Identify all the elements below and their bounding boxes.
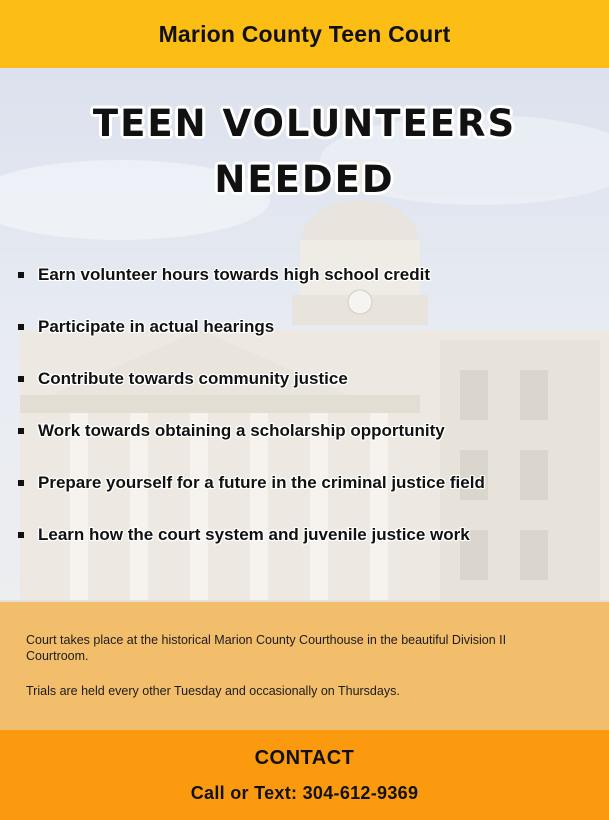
benefit-text: Work towards obtaining a scholarship opportunity — [38, 421, 445, 440]
headline-line-2: NEEDED — [214, 158, 395, 201]
benefits-list — [18, 262, 603, 574]
benefit-text: Contribute towards community justice — [38, 369, 348, 388]
square-bullet-icon — [18, 532, 24, 538]
benefit-text: Learn how the court system and juvenile justice work — [38, 525, 470, 544]
benefit-text: Earn volunteer hours towards high school credit — [38, 265, 431, 284]
schedule-paragraph: Trials are held every other Tuesday and occasionally on Thursdays. — [26, 684, 400, 698]
info-band — [0, 602, 609, 730]
location-paragraph: Court takes place at the historical Marion County Courthouse in the beautiful Division II Courtroom. — [26, 633, 507, 663]
contact-footer — [0, 730, 609, 820]
contact-phone[interactable]: Call or Text: 304-612-9369 — [190, 783, 419, 803]
benefit-text: Prepare yourself for a future in the criminal justice field — [38, 473, 485, 492]
list-item — [18, 522, 603, 574]
square-bullet-icon — [18, 480, 24, 486]
organization-title: Marion County Teen Court — [158, 20, 451, 47]
square-bullet-icon — [18, 324, 24, 330]
headline — [0, 96, 609, 208]
list-item — [18, 314, 603, 366]
square-bullet-icon — [18, 272, 24, 278]
list-item — [18, 262, 603, 314]
square-bullet-icon — [18, 376, 24, 382]
list-item — [18, 470, 603, 522]
benefit-text: Participate in actual hearings — [38, 317, 275, 336]
list-item — [18, 366, 603, 418]
square-bullet-icon — [18, 428, 24, 434]
header-bar — [0, 0, 609, 68]
contact-heading: CONTACT — [254, 747, 355, 769]
headline-line-1: TEEN VOLUNTEERS — [92, 102, 517, 145]
list-item — [18, 418, 603, 470]
